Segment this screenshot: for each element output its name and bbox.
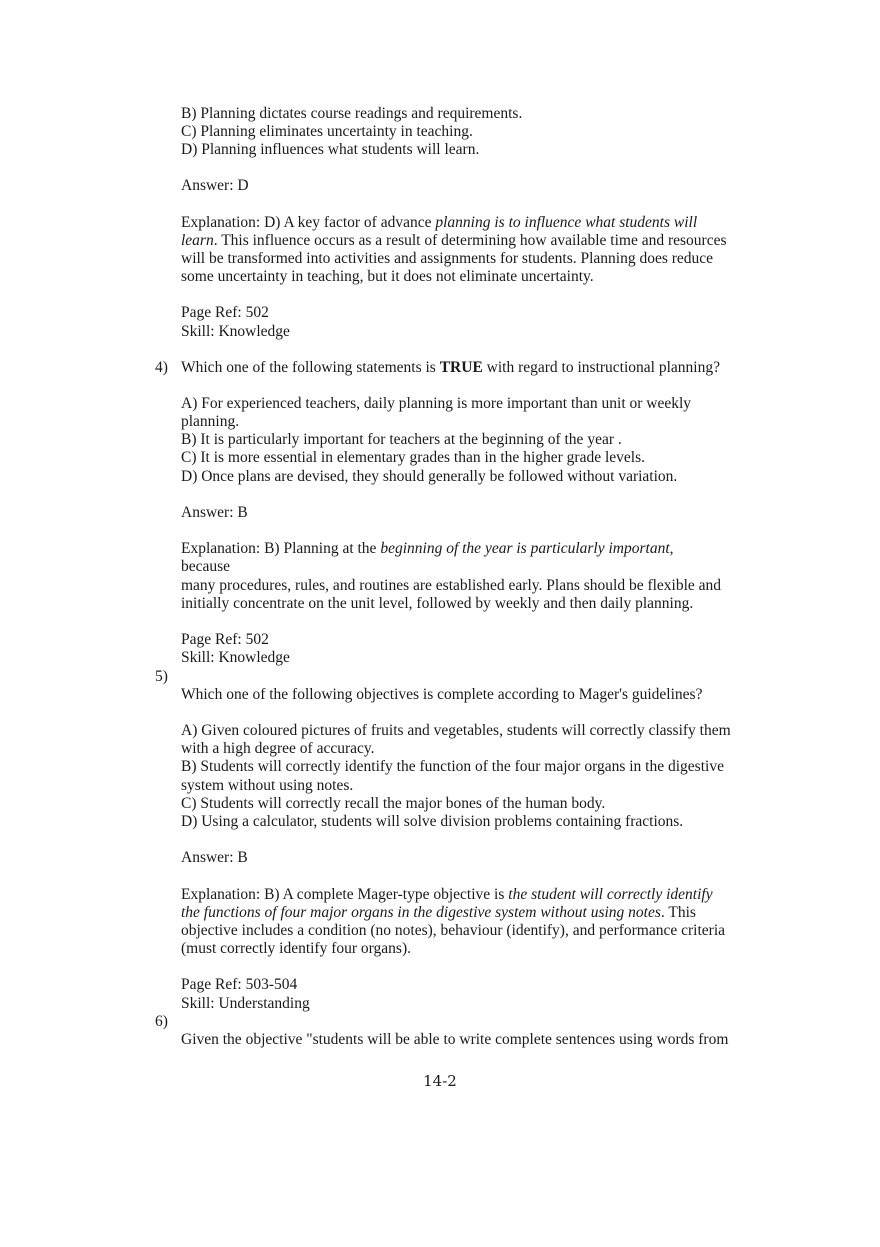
q4-option-a-line-1: A) For experienced teachers, daily planning is more important than unit or weekly [181, 395, 692, 412]
q4-option-b: B) It is particularly important for teachers at the beginning of the year . [181, 431, 622, 448]
q3-explanation-line-1: Explanation: D) A key factor of advance planning is to influence what students will [181, 214, 698, 231]
q5-option-c: C) Students will correctly recall the major bones of the human body. [181, 795, 606, 812]
q4-option-a-line-2: planning. [181, 413, 240, 430]
q3-skill: Skill: Knowledge [181, 323, 290, 340]
q5-explanation-line-2: the functions of four major organs in the digestive system without using notes. This [181, 904, 696, 921]
q5-option-d: D) Using a calculator, students will solve division problems containing fractions. [181, 813, 684, 830]
q3-option-c: C) Planning eliminates uncertainty in teaching. [181, 123, 473, 140]
q4-question: Which one of the following statements is TRUE with regard to instructional planning? [181, 359, 720, 376]
q5-answer: Answer: B [181, 849, 248, 866]
q3-page-ref: Page Ref: 502 [181, 304, 269, 321]
q3-explanation-line-4: some uncertainty in teaching, but it does not eliminate uncertainty. [181, 268, 594, 285]
q5-option-a-line-2: with a high degree of accuracy. [181, 740, 375, 757]
q5-number: 5) [155, 668, 168, 685]
q4-explanation-line-3: many procedures, rules, and routines are established early. Plans should be flexible and [181, 577, 722, 594]
q3-answer: Answer: D [181, 177, 249, 194]
q4-number: 4) [155, 359, 168, 376]
q5-explanation-line-1: Explanation: B) A complete Mager-type objective is the student will correctly identify [181, 886, 713, 903]
q5-explanation-line-3: objective includes a condition (no notes), behaviour (identify), and performance criteria [181, 922, 726, 939]
q5-option-b-line-2: system without using notes. [181, 777, 354, 794]
q6-number: 6) [155, 1013, 168, 1030]
q3-option-b: B) Planning dictates course readings and requirements. [181, 105, 523, 122]
q5-option-a-line-1: A) Given coloured pictures of fruits and vegetables, students will correctly classify them [181, 722, 731, 739]
q5-question: Which one of the following objectives is complete according to Mager's guidelines? [181, 686, 703, 703]
q4-page-ref: Page Ref: 502 [181, 631, 269, 648]
q4-explanation-line-2: because [181, 558, 231, 575]
q4-skill: Skill: Knowledge [181, 649, 290, 666]
q5-skill: Skill: Understanding [181, 995, 310, 1012]
q3-explanation-line-2: learn. This influence occurs as a result of determining how available time and resources [181, 232, 727, 249]
page-number: 14-2 [423, 1072, 457, 1090]
q5-explanation-line-4: (must correctly identify four organs). [181, 940, 411, 957]
q3-explanation-line-3: will be transformed into activities and assignments for students. Planning does reduce [181, 250, 714, 267]
q4-option-c: C) It is more essential in elementary grades than in the higher grade levels. [181, 449, 645, 466]
q3-option-d: D) Planning influences what students will learn. [181, 141, 480, 158]
q4-explanation-line-4: initially concentrate on the unit level, followed by weekly and then daily planning. [181, 595, 694, 612]
q6-question-line-1: Given the objective "students will be able to write complete sentences using words from [181, 1031, 729, 1048]
q4-option-d: D) Once plans are devised, they should generally be followed without variation. [181, 468, 678, 485]
q5-page-ref: Page Ref: 503-504 [181, 976, 298, 993]
q4-answer: Answer: B [181, 504, 248, 521]
q4-explanation-line-1: Explanation: B) Planning at the beginning of the year is particularly important, [181, 540, 674, 557]
q5-option-b-line-1: B) Students will correctly identify the function of the four major organs in the digestive [181, 758, 724, 775]
